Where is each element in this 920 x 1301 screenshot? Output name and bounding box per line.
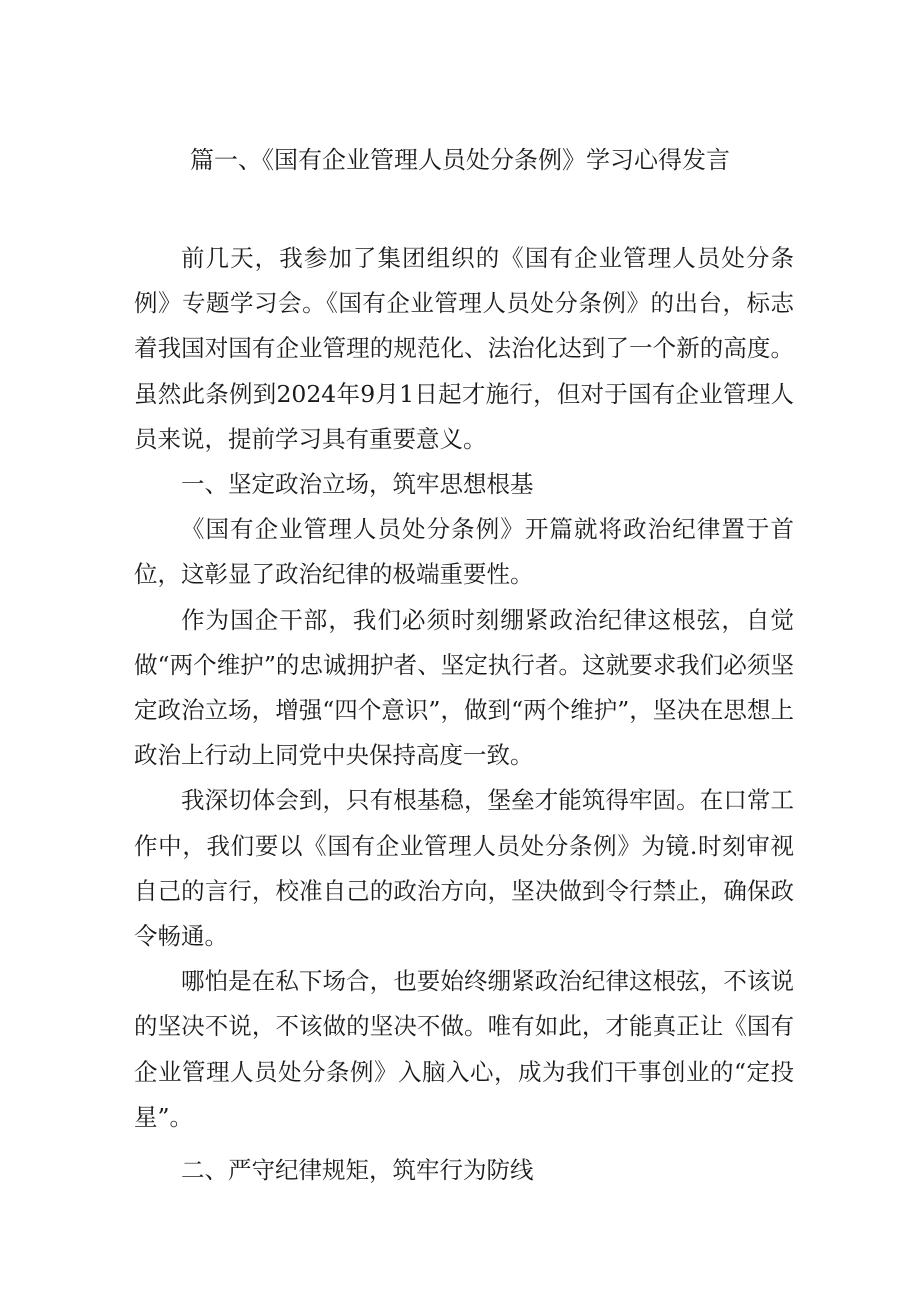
paragraph-intro: 前几天，我参加了集团组织的《国有企业管理人员处分条例》专题学习会。《国有企业管理人员处分条例》的出台，标志着我国对国有企业管理的规范化、法治化达到了一个新的高度。虽然此条例到2024年9月1日起才施行，但对于国有企业管理人员来说，提前学习具有重要意义。 xyxy=(134,244,794,453)
section-heading-1: 一、坚定政治立场，筑牢思想根基 xyxy=(181,470,534,499)
document-title: 篇一、《国有企业管理人员处分条例》学习心得发言 xyxy=(190,146,730,174)
paragraph-political-discipline: 《国有企业管理人员处分条例》开篇就将政治纪律置于首位，这彰显了政治纪律的极端重要性。 xyxy=(134,515,794,589)
paragraph-private-occasions: 哪怕是在私下场合，也要始终绷紧政治纪律这根弦，不该说的坚决不说，不该做的坚决不做。唯有如此，才能真正让《国有企业管理人员处分条例》入脑入心，成为我们干事创业的“定投星”。 xyxy=(134,967,794,1131)
paragraph-cadre-duty: 作为国企干部，我们必须时刻绷紧政治纪律这根弦，自觉做“两个维护”的忠诚拥护者、坚定执行者。这就要求我们必须坚定政治立场，增强“四个意识”，做到“两个维护”，坚决在思想上政治上行动上同党中央保持高度一致。 xyxy=(134,605,794,770)
document-body xyxy=(134,236,794,1193)
paragraph-foundation: 我深切体会到，只有根基稳，堡垒才能筑得牢固。在口常工作中，我们要以《国有企业管理人员处分条例》为镜.时刻审视自己的言行，校准自己的政治方向，坚决做到令行禁止，确保政令畅通。 xyxy=(134,786,794,951)
section-heading-2: 二、严守纪律规矩，筑牢行为防线 xyxy=(181,1156,534,1185)
